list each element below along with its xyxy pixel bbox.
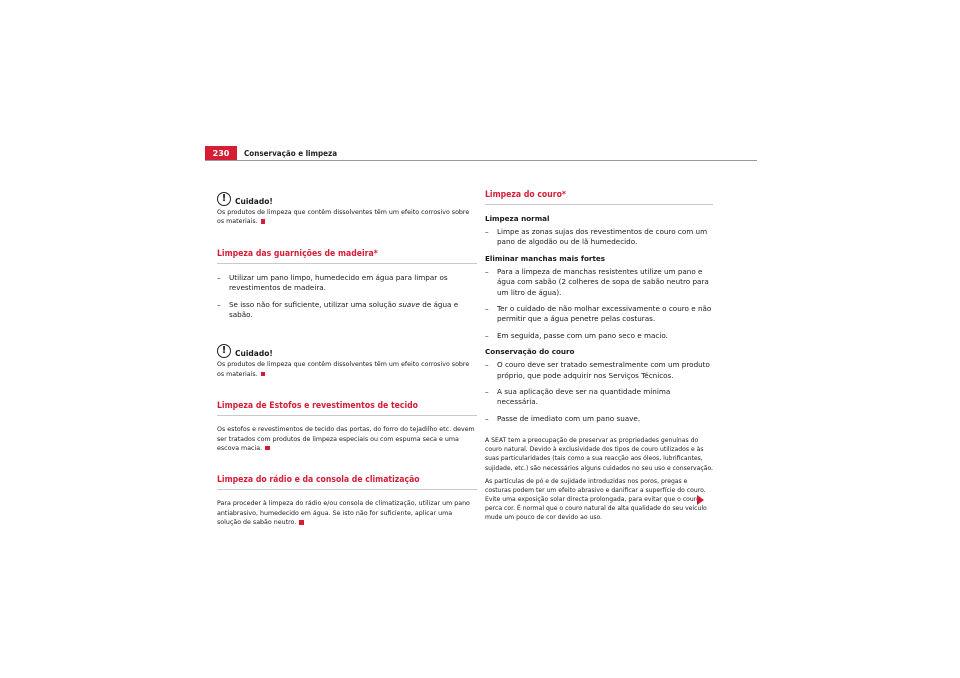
subheading-normal: Limpeza normal bbox=[485, 214, 550, 223]
section-title-leather: Limpeza do couro* bbox=[485, 190, 713, 205]
subheading-stains: Eliminar manchas mais fortes bbox=[485, 253, 606, 263]
caution-box-1 bbox=[217, 190, 477, 227]
list-item: – Em seguida, passe com um pano seco e macio. bbox=[485, 331, 713, 341]
fabric-section bbox=[217, 401, 477, 453]
list-item: – Limpe as zonas sujas dos revestimentos de couro com um pano de algodão ou de lã humedecido. bbox=[485, 227, 713, 248]
caution-box-2 bbox=[217, 342, 477, 379]
section-end-icon bbox=[265, 446, 270, 451]
section-end-icon bbox=[261, 372, 266, 377]
section-title-wood: Limpeza das guarnições de madeira* bbox=[217, 249, 477, 264]
section-title-radio: Limpeza do rádio e da consola de climatização bbox=[217, 475, 477, 490]
section-title-fabric: Limpeza de Estofos e revestimentos de tecido bbox=[217, 401, 477, 416]
list-item: – A sua aplicação deve ser na quantidade mínima necessária. bbox=[485, 387, 713, 408]
list-item: – O couro deve ser tratado semestralmente com um produto próprio, que pode adquirir nos Serviços Técnicos. bbox=[485, 360, 713, 381]
subheading-conservation: Conservação do couro bbox=[485, 347, 575, 357]
section-end-icon bbox=[299, 520, 304, 525]
page-number: 230 bbox=[205, 146, 237, 160]
caution-title: Cuidado! bbox=[235, 197, 273, 206]
left-column bbox=[217, 190, 477, 550]
note-paragraph: As partículas de pó e de sujidade introduzidas nos poros, pregas e costuras podem ter um efeito abrasivo e danificar a superfície do couro. Evite uma exposição solar directa prolongada, para evitar que o couro perca cor. É normal que o couro natural de alta qualidade do seu veículo mude um pouco de cor devido ao uso. bbox=[485, 477, 707, 522]
list-item: – Para a limpeza de manchas resistentes utilize um pano e água com sabão (2 colheres de sopa de sabão neutro para um litro de água). bbox=[485, 267, 713, 298]
list-item: – Utilizar um pano limpo, humedecido em água para limpar os revestimentos de madeira. bbox=[217, 273, 477, 294]
radio-section bbox=[217, 475, 477, 527]
warning-icon: ! bbox=[217, 344, 231, 358]
paragraph: Para proceder à limpeza do rádio e/ou consola de climatização, utilizar um pano antiabrasivo, humedecido em água. Se isto não for suficiente, aplicar uma solução de sabão neutro. bbox=[217, 500, 470, 527]
list-item: – Passe de imediato com um pano suave. bbox=[485, 414, 713, 424]
list-item: – Se isso não for suficiente, utilizar uma solução suave de água e sabão. bbox=[217, 300, 477, 321]
note-paragraph: A SEAT tem a preocupação de preservar as propriedades genuínas do couro natural. Devido à exclusividade dos tipos de couro utilizados e às suas particularidades (tais como a sua reacção aos óleos, lubrificantes, sujidade, etc.) são necessários alguns cuidados no seu uso e conservação. bbox=[485, 437, 714, 472]
caution-title: Cuidado! bbox=[235, 349, 273, 359]
list-item: – Ter o cuidado de não molhar excessivamente o couro e não permitir que a água penetre pelas costuras. bbox=[485, 304, 713, 325]
header-rule bbox=[205, 160, 757, 161]
warning-icon: ! bbox=[217, 192, 231, 206]
paragraph: Os estofos e revestimentos de tecido das portas, do forro do tejadilho etc. devem ser tratados com produtos de limpeza especiais ou com espuma seca e uma escova macia. bbox=[217, 426, 475, 453]
wood-section bbox=[217, 249, 477, 321]
right-column bbox=[485, 190, 713, 526]
caution-text: Os produtos de limpeza que contêm dissolventes têm um efeito corrosivo sobre os materiais. bbox=[217, 361, 470, 378]
continue-arrow-icon bbox=[697, 495, 704, 505]
caution-text: Os produtos de limpeza que contêm dissolventes têm um efeito corrosivo sobre os materiais. bbox=[217, 209, 470, 226]
running-header: Conservação e limpeza bbox=[244, 149, 338, 158]
section-end-icon bbox=[261, 219, 266, 224]
